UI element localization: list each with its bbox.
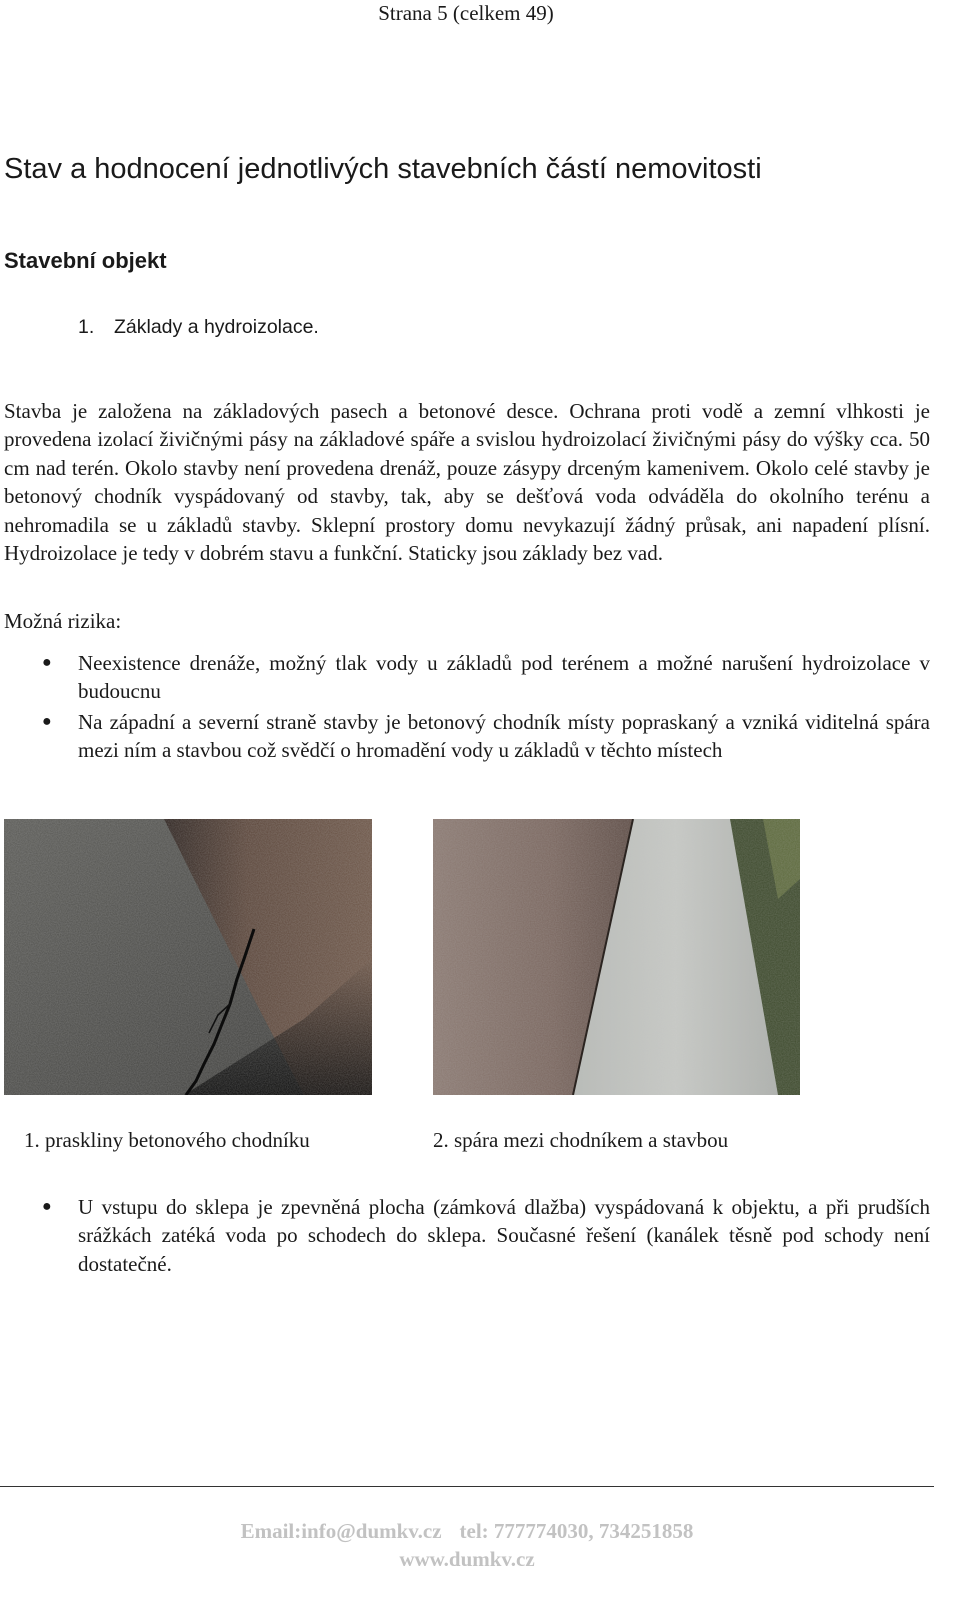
cracked-sidewalk-image [4, 819, 372, 1095]
list-item [0, 708, 930, 765]
list-item [0, 649, 930, 706]
footer-email: Email:info@dumkv.cz [240, 1519, 442, 1543]
page-number: Strana 5 (celkem 49) [378, 1, 554, 25]
footer-website: www.dumkv.cz [399, 1547, 535, 1571]
photo-sidewalk-gap [433, 819, 800, 1095]
document-title: Stav a hodnocení jednotlivých stavebních částí nemovitosti [4, 153, 762, 185]
photo-caption-2: 2. spára mezi chodníkem a stavbou [433, 1128, 729, 1152]
list-item-text: Na západní a severní straně stavby je betonový chodník místy popraskaný a vzniká viditelná spára mezi ním a stavbou což svědčí o hromadění vody u základů v těchto místech [78, 709, 930, 763]
risks-list-continued [0, 1193, 930, 1278]
photo-cracked-sidewalk [4, 819, 372, 1095]
list-item-text: Neexistence drenáže, možný tlak vody u základů pod terénem a možné narušení hydroizolace v budoucnu [78, 651, 930, 704]
bullet-icon: ● [42, 654, 52, 671]
footer-phone: tel: 777774030, 734251858 [459, 1519, 694, 1543]
item-text: Základy a hydroizolace. [114, 316, 319, 338]
footer-contact [0, 1518, 934, 1544]
item-number: 1. [78, 316, 95, 338]
bullet-icon: ● [42, 712, 52, 730]
risks-label: Možná rizika: [4, 609, 122, 633]
sidewalk-gap-image [433, 819, 800, 1095]
list-item-text: U vstupu do sklepa je zpevněná plocha (zámková dlažba) vyspádovaná k objektu, a při prudších srážkách zatéká voda po schodech do sklepa. Současné řešení (kanálek těsně pod schody není dostatečné. [78, 1195, 930, 1276]
risks-list [0, 649, 930, 767]
section-title: Stavební objekt [4, 248, 167, 273]
description-paragraph: Stavba je založena na základových pasech a betonové desce. Ochrana proti vodě a zemní vlhkosti je provedena izolací živičnými pásy na základové spáře a svislou hydroizolací živičnými pásy do výšky cca. 50 cm nad terén. Okolo stavby není provedena drenáž, pouze zásypy drceným kamenivem. Okolo celé stavby je betonový chodník vyspádovaný od stavby, tak, aby se dešťová voda odváděla do okolního terénu a nehromadila se u základů stavby. Sklepní prostory domu nevykazují žádný průsak, ani napadení plísní. Hydroizolace je tedy v dobrém stavu a funkční. Staticky jsou základy bez vad. [4, 399, 930, 566]
footer-divider [0, 1486, 934, 1487]
list-item [0, 1193, 930, 1278]
bullet-icon: ● [42, 1198, 52, 1215]
numbered-heading [78, 314, 319, 340]
photo-caption-1: 1. praskliny betonového chodníku [24, 1128, 310, 1152]
